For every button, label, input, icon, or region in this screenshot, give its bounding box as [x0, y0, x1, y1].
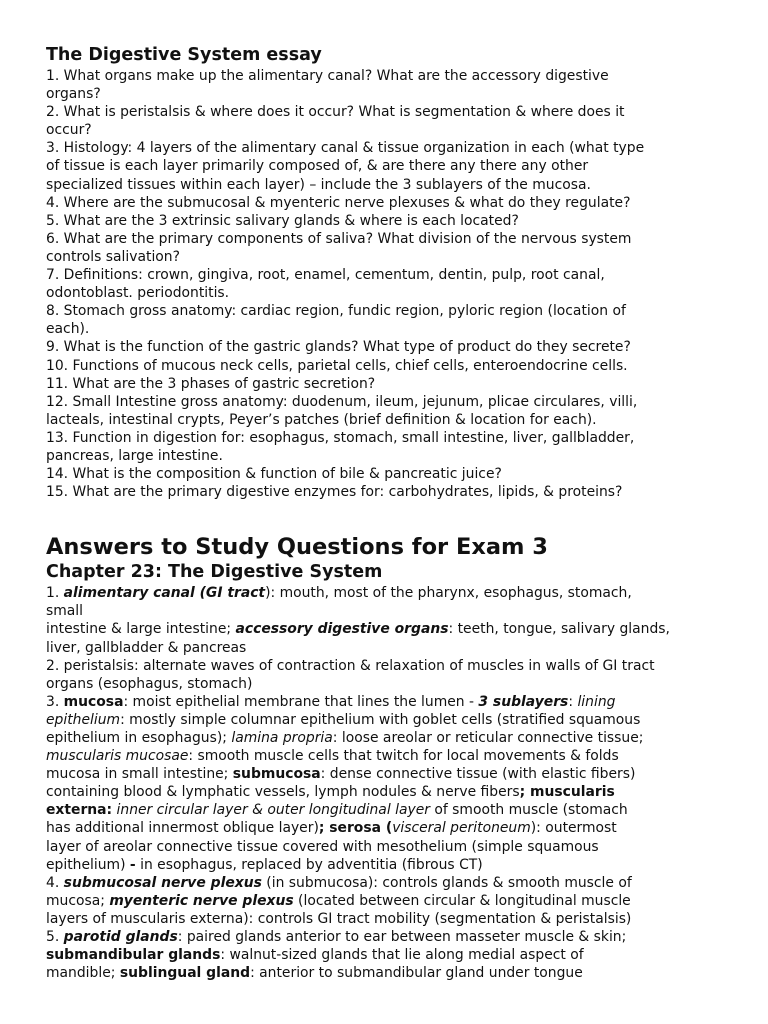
answer-text: 1.	[46, 585, 64, 602]
answer-text: (in submucosa): controls glands & smooth muscle of	[261, 874, 632, 891]
answer-text: containing blood & lymphatic vessels, lymph nodules & nerve fibers	[46, 784, 520, 801]
answer-text: 4.	[46, 874, 64, 891]
answer-term: parotid glands	[63, 929, 178, 946]
essay-question-line: controls salivation?	[46, 248, 180, 265]
answer-term: ; muscularis	[519, 784, 615, 801]
answer-text: : walnut-sized glands that lie along medial aspect of	[220, 947, 584, 964]
answer-line	[46, 639, 722, 657]
essay-question-line: 7. Definitions: crown, gingiva, root, enamel, cementum, dentin, pulp, root canal,	[46, 267, 605, 284]
essay-question-line: of tissue is each layer primarily composed of, & are there any there any other	[46, 158, 589, 175]
answer-text: : mostly simple columnar epithelium with goblet cells (stratified squamous	[120, 711, 641, 728]
answer-term: inner circular layer & outer longitudinal layer	[112, 802, 430, 819]
essay-question-line: 10. Functions of mucous neck cells, parietal cells, chief cells, enteroendocrine cells.	[46, 357, 628, 374]
chapter-title: Chapter 23: The Digestive System	[46, 562, 383, 583]
answer-text: organs (esophagus, stomach)	[46, 675, 253, 692]
answer-term: visceral peritoneum	[392, 820, 531, 837]
essay-title: The Digestive System essay	[46, 45, 322, 65]
answer-text: layer of areolar connective tissue covered with mesothelium (simple squamous	[46, 838, 599, 855]
answer-line	[46, 584, 722, 602]
essay-question-line: pancreas, large intestine.	[46, 447, 223, 464]
answer-text: mucosa in small intestine;	[46, 766, 233, 783]
answer-term: alimentary canal (GI tract	[63, 585, 266, 602]
answer-term: sublingual gland	[119, 965, 251, 982]
answer-line	[46, 838, 722, 856]
answer-text: : anterior to submandibular gland under tongue	[250, 965, 583, 982]
essay-question-list	[46, 67, 722, 501]
answer-line	[46, 657, 722, 675]
essay-question-line: odontoblast. periodontitis.	[46, 285, 230, 302]
answer-line	[46, 819, 722, 837]
answer-text: ): mouth, most of the pharynx, esophagus, stomach,	[265, 585, 632, 602]
answer-line	[46, 910, 722, 928]
answer-text: 5.	[46, 929, 64, 946]
answer-term: submucosa	[232, 766, 321, 783]
answer-term: myenteric nerve plexus	[109, 892, 294, 909]
essay-question-line: 5. What are the 3 extrinsic salivary glands & where is each located?	[46, 212, 519, 229]
answer-list	[46, 584, 722, 982]
essay-question-line: 13. Function in digestion for: esophagus, stomach, small intestine, liver, gallbladder,	[46, 429, 635, 446]
answer-line	[46, 946, 722, 964]
answer-text: 2. peristalsis: alternate waves of contraction & relaxation of muscles in walls of GI tract	[46, 657, 655, 674]
answer-line	[46, 892, 722, 910]
answer-line	[46, 801, 722, 819]
answer-term: epithelium	[46, 711, 121, 728]
answer-term: lining	[577, 693, 616, 710]
answer-line	[46, 693, 722, 711]
answer-line	[46, 928, 722, 946]
essay-question-line: lacteals, intestinal crypts, Peyer’s patches (brief definition & location for each).	[46, 411, 597, 428]
answer-text: : teeth, tongue, salivary glands,	[448, 621, 670, 638]
answer-line	[46, 856, 722, 874]
answer-text: liver, gallbladder & pancreas	[46, 639, 247, 656]
answer-term: mucosa	[63, 693, 124, 710]
essay-question-line: organs?	[46, 86, 101, 103]
answer-term: lamina propria	[231, 730, 333, 746]
essay-question-line: 1. What organs make up the alimentary canal? What are the accessory digestive	[46, 68, 609, 84]
essay-question-line: 9. What is the function of the gastric glands? What type of product do they secrete?	[46, 339, 631, 356]
answer-term: submucosal nerve plexus	[63, 874, 262, 891]
answer-text: : moist epithelial membrane that lines the lumen -	[123, 693, 479, 710]
essay-question-line: 12. Small Intestine gross anatomy: duodenum, ileum, jejunum, plicae circulares, villi,	[46, 393, 638, 410]
answer-term: ; serosa (	[318, 820, 393, 837]
answer-text: : loose areolar or reticular connective tissue;	[332, 730, 644, 746]
answer-line	[46, 874, 722, 892]
essay-question-line: 3. Histology: 4 layers of the alimentary canal & tissue organization in each (what type	[46, 140, 645, 157]
answer-text: mucosa;	[46, 892, 110, 909]
answer-text: layers of muscularis externa): controls GI tract mobility (segmentation & peristalsis)	[46, 910, 632, 927]
answer-text: :	[568, 693, 578, 710]
answer-text: (located between circular & longitudinal muscle	[293, 892, 631, 909]
answer-line	[46, 711, 722, 729]
answer-line	[46, 620, 722, 638]
essay-question-line: 14. What is the composition & function of bile & pancreatic juice?	[46, 466, 502, 483]
answer-text: of smooth muscle (stomach	[429, 802, 628, 819]
answer-term: accessory digestive organs	[235, 621, 449, 638]
answer-line	[46, 729, 722, 747]
essay-question-line: occur?	[46, 122, 92, 139]
essay-question-line: 15. What are the primary digestive enzymes for: carbohydrates, lipids, & proteins?	[46, 484, 623, 501]
answer-text: intestine & large intestine;	[46, 621, 236, 638]
essay-question-line: 8. Stomach gross anatomy: cardiac region, fundic region, pyloric region (location of	[46, 303, 626, 320]
answer-term: externa:	[46, 802, 113, 819]
essay-question-line: 11. What are the 3 phases of gastric secretion?	[46, 375, 376, 392]
answer-line	[46, 602, 722, 620]
answers-title: Answers to Study Questions for Exam 3	[46, 534, 548, 561]
essay-question-line: 2. What is peristalsis & where does it occur? What is segmentation & where does it	[46, 104, 625, 121]
essay-question-line: specialized tissues within each layer) – include the 3 sublayers of the mucosa.	[46, 176, 591, 193]
answer-term: -	[129, 856, 136, 873]
answer-line	[46, 765, 722, 783]
answer-term: submandibular glands	[46, 947, 221, 964]
answer-line	[46, 747, 722, 765]
answer-line	[46, 964, 722, 982]
answer-text: : smooth muscle cells that twitch for local movements & folds	[188, 748, 619, 765]
answer-text: : paired glands anterior to ear between masseter muscle & skin;	[177, 929, 627, 946]
answer-text: mandible;	[46, 965, 120, 982]
answer-term: 3 sublayers	[478, 693, 569, 710]
answer-text: epithelium in esophagus);	[46, 730, 232, 746]
answer-line	[46, 783, 722, 801]
essay-question-line: 4. Where are the submucosal & myenteric nerve plexuses & what do they regulate?	[46, 194, 631, 211]
answer-text: epithelium)	[46, 856, 130, 873]
answer-text: : dense connective tissue (with elastic fibers)	[320, 766, 636, 783]
answer-text: 3.	[46, 693, 64, 710]
answer-text: has additional innermost oblique layer)	[46, 820, 319, 837]
answer-text: small	[46, 603, 83, 620]
answer-text: in esophagus, replaced by adventitia (fibrous CT)	[135, 856, 483, 873]
essay-question-line: each).	[46, 321, 90, 338]
answer-term: muscularis mucosae	[46, 748, 189, 765]
answer-line	[46, 675, 722, 693]
answer-text: ): outermost	[530, 820, 617, 837]
essay-question-line: 6. What are the primary components of saliva? What division of the nervous system	[46, 230, 632, 247]
